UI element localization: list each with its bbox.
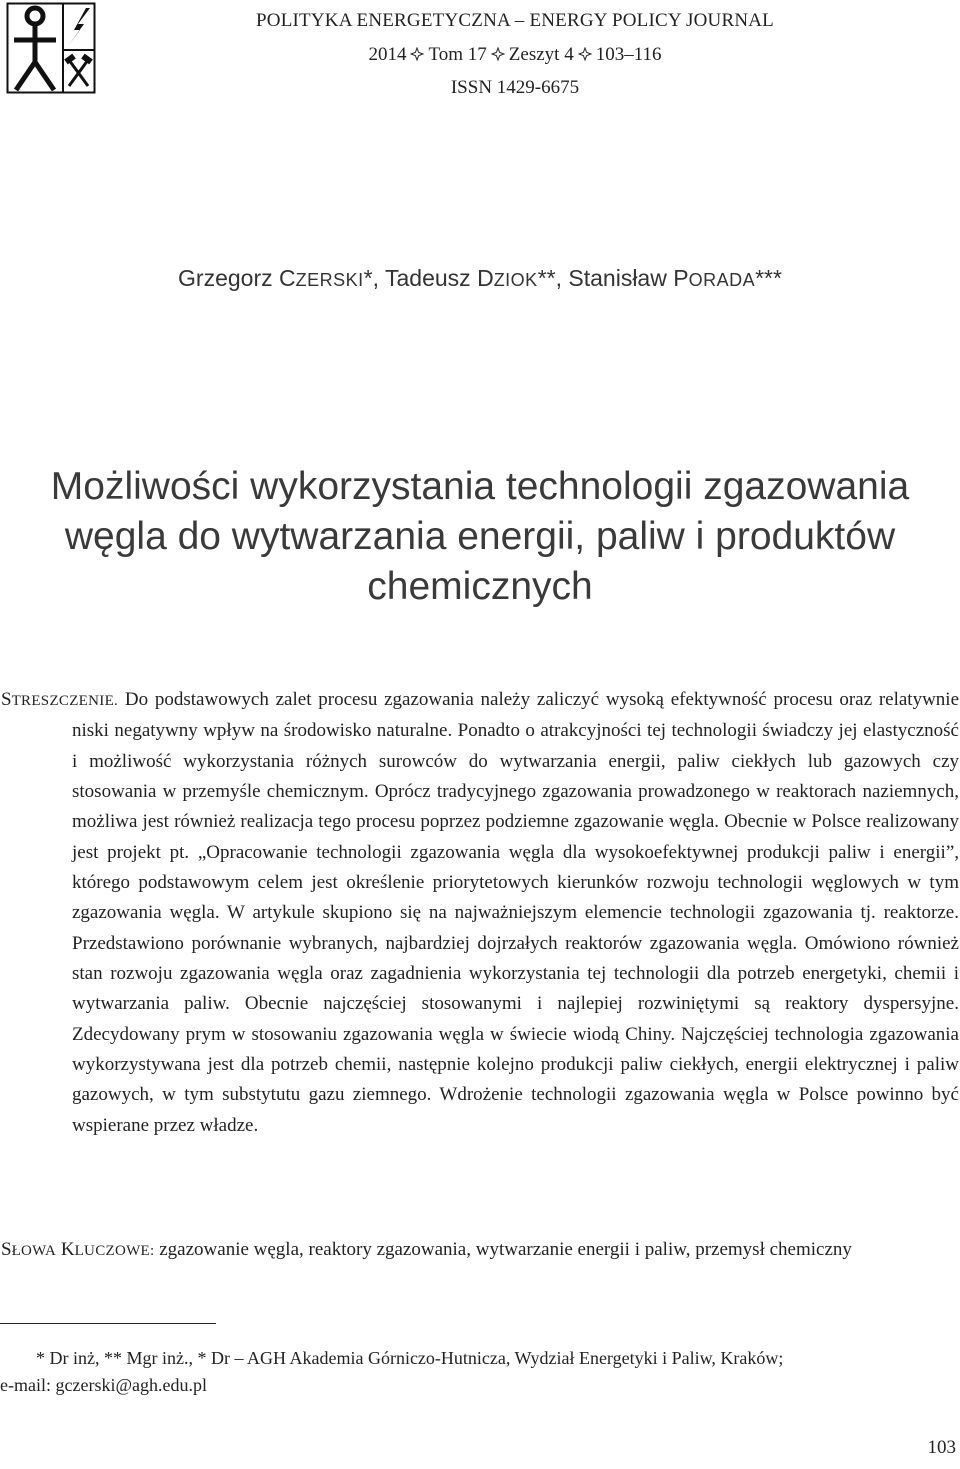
author-mark: *	[363, 265, 373, 291]
title-line: Możliwości wykorzystania technologii zgazowania	[50, 465, 910, 508]
journal-pages: 103–116	[595, 44, 662, 65]
journal-logo-icon	[6, 2, 96, 94]
author-first-name: Stanisław	[568, 265, 667, 291]
author-last-name: DZIOK	[477, 265, 538, 291]
author-mark: **	[537, 265, 556, 291]
journal-issn: ISSN 1429-6675	[450, 77, 580, 98]
author-first-name: Tadeusz	[385, 265, 471, 291]
footnote-rule	[0, 1323, 216, 1324]
footnote-affiliation: * Dr inż, ** Mgr inż., * Dr – AGH Akademia Górniczo-Hutnicza, Wydział Energetyki i Paliw, Kraków;	[36, 1348, 784, 1368]
keywords	[1, 1235, 959, 1266]
author-last-name: PORADA	[673, 265, 756, 291]
star-separator-icon	[578, 47, 592, 61]
journal-issue-line	[230, 44, 800, 66]
abstract-text: Do podstawowych zalet procesu zgazowania należy zaliczyć wysoką efektywność procesu oraz relatywnie niski negatywny wpływ na środowisko naturalne. Ponadto o atrakcyjności tej technologii świadczy jej elastyczność i możliwość wykorzystania różnych surowców do wytwarzania energii, paliw ciekłych lub gazowych czy stosowania w przemyśle chemicznym. Oprócz tradycyjnego zgazowania prowadzonego w reaktorach naziemnych, możliwa jest również realizacja tego procesu poprzez podziemne zgazowanie węgla. Obecnie w Polsce realizowany jest projekt pt. „Opracowanie technologii zgazowania węgla dla wysokoefektywnej produkcji paliw i energii”, którego podstawowym celem jest określenie priorytetowych kierunków rozwoju technologii węglowych w tym zgazowania węgla. W artykule skupiono się na najważniejszym elemencie technologii zgazowania tj. reaktorze. Przedstawiono porównanie wybranych, najbardziej dojrzałych reaktorów zgazowania węgla. Omówiono również stan rozwoju zgazowania węgla oraz zagadnienia wykorzystania tej technologii dla potrzeb energetyki, chemii i wytwarzania paliw. Obecnie najczęściej stosowanymi i najlepiej rozwiniętymi są reaktory dyspersyjne. Zdecydowany prym w stosowaniu zgazowania węgla w świecie wiodą Chiny. Najczęściej technologia zgazowania wykorzystywana jest dla potrzeb chemii, następnie kolejno produkcji paliw ciekłych, energii elektrycznej i paliw gazowych, w tym substytutu gazu ziemnego. Wdrożenie technologii zgazowania węgla w Polsce powinno być wspierane przez władze.	[72, 689, 960, 1136]
journal-name: POLITYKA ENERGETYCZNA – ENERGY POLICY JOURNAL	[256, 10, 774, 31]
author-first-name: Grzegorz	[178, 265, 273, 291]
abstract	[1, 685, 960, 1141]
star-separator-icon	[410, 47, 424, 61]
keywords-label: SŁOWA KLUCZOWE:	[1, 1239, 155, 1260]
journal-year: 2014	[368, 44, 407, 65]
abstract-label: STRESZCZENIE.	[1, 689, 119, 710]
page-number: 103	[927, 1437, 956, 1458]
author-mark: ***	[755, 265, 782, 291]
footnote-email: e-mail: gczerski@agh.edu.pl	[0, 1375, 207, 1395]
journal-volume: Tom 17	[428, 44, 487, 65]
title-line: chemicznych	[367, 565, 593, 608]
star-separator-icon	[491, 47, 505, 61]
author-last-name: CZERSKI	[279, 265, 364, 291]
journal-issue: Zeszyt 4	[508, 44, 574, 65]
footnote	[0, 1345, 960, 1399]
title-line: węgla do wytwarzania energii, paliw i produktów	[64, 515, 896, 558]
paper-title	[30, 462, 930, 612]
author-list: Grzegorz CZERSKI*, Tadeusz DZIOK**, Stanisław PORADA***	[178, 265, 782, 291]
keywords-text: zgazowanie węgla, reaktory zgazowania, wytwarzanie energii i paliw, przemysł chemiczny	[159, 1239, 852, 1260]
